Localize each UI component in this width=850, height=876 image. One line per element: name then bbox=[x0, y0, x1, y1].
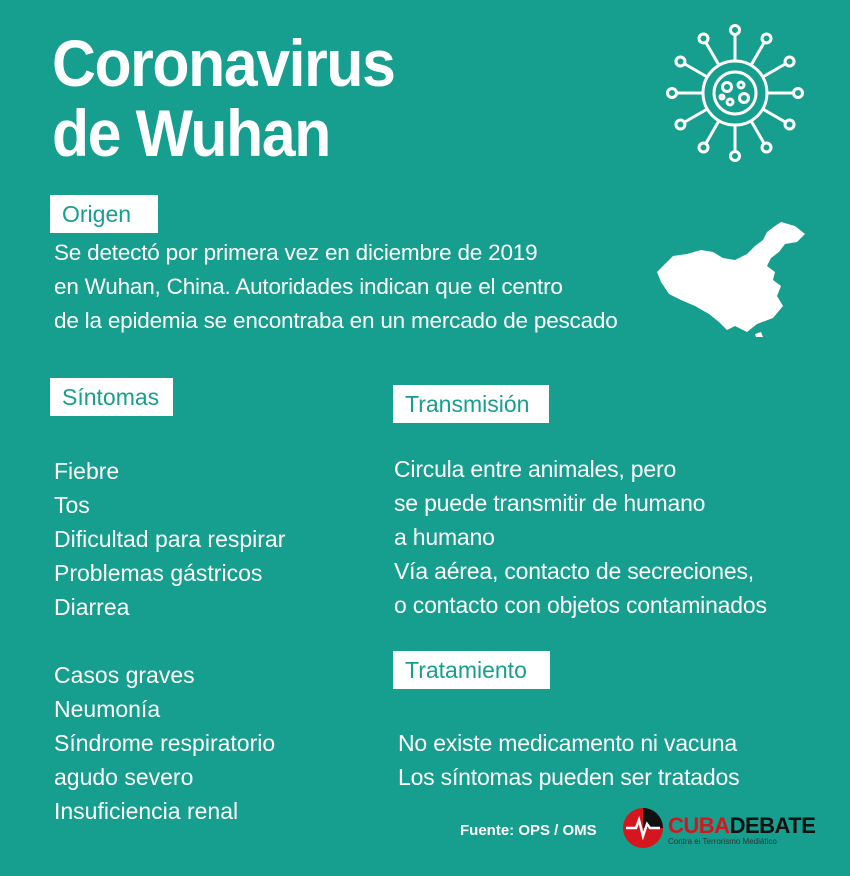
label-transmision: Transmisión bbox=[393, 385, 549, 423]
china-map-icon bbox=[655, 220, 805, 338]
cubadebate-logo bbox=[620, 803, 820, 853]
transmision-line: Vía aérea, contacto de secreciones, bbox=[394, 558, 754, 584]
brand-name bbox=[668, 813, 815, 839]
page-title bbox=[52, 28, 394, 168]
tratamiento-line: No existe medicamento ni vacuna bbox=[398, 730, 737, 756]
list-item: Neumonía bbox=[54, 696, 161, 722]
sintomas-list bbox=[54, 454, 285, 624]
source-note: Fuente: OPS / OMS bbox=[460, 822, 597, 839]
transmision-line: se puede transmitir de humano bbox=[394, 490, 706, 516]
casos-graves-list bbox=[54, 658, 275, 828]
label-sintomas: Síntomas bbox=[50, 378, 173, 416]
title-line-1: Coronavirus bbox=[52, 26, 395, 100]
transmision-line: Circula entre animales, pero bbox=[394, 456, 677, 482]
list-item: Problemas gástricos bbox=[54, 560, 263, 586]
virus-icon bbox=[660, 18, 810, 168]
title-line-2: de Wuhan bbox=[52, 96, 330, 170]
transmision-line: a humano bbox=[394, 524, 495, 550]
origen-line: en Wuhan, China. Autoridades indican que el centro bbox=[54, 274, 563, 299]
list-item: Diarrea bbox=[54, 594, 130, 620]
origen-line: Se detectó por primera vez en diciembre de 2019 bbox=[54, 240, 538, 265]
list-item: Casos graves bbox=[54, 662, 195, 688]
list-item: Insuficiencia renal bbox=[54, 798, 239, 824]
cubadebate-logo-icon bbox=[622, 807, 664, 849]
brand-tagline: Contra el Terrorismo Mediático bbox=[668, 837, 777, 846]
list-item: Fiebre bbox=[54, 458, 120, 484]
list-item: agudo severo bbox=[54, 764, 194, 790]
list-item: Síndrome respiratorio bbox=[54, 730, 276, 756]
origen-line: de la epidemia se encontraba en un mercado de pescado bbox=[54, 308, 618, 333]
tratamiento-line: Los síntomas pueden ser tratados bbox=[398, 764, 740, 790]
brand-part2: DEBATE bbox=[729, 813, 816, 838]
label-origen: Origen bbox=[50, 195, 158, 233]
brand-part1: CUBA bbox=[668, 813, 730, 838]
list-item: Dificultad para respirar bbox=[54, 526, 286, 552]
transmision-line: o contacto con objetos contaminados bbox=[394, 592, 767, 618]
tratamiento-text bbox=[398, 726, 739, 794]
transmision-text bbox=[394, 452, 767, 622]
label-tratamiento: Tratamiento bbox=[393, 651, 550, 689]
origen-text bbox=[54, 236, 618, 338]
list-item: Tos bbox=[54, 492, 90, 518]
